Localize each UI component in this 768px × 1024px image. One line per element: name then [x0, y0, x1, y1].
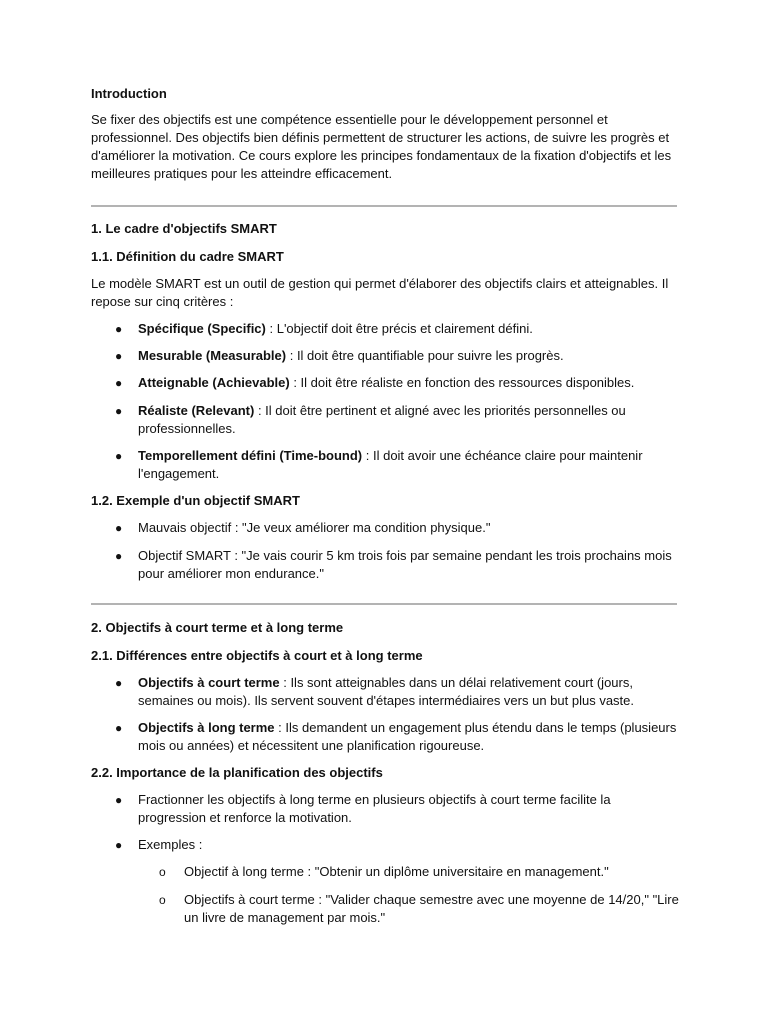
term-label: Objectifs à long terme [138, 720, 275, 735]
list-item [91, 374, 681, 392]
criterion-term: Atteignable (Achievable) [138, 375, 290, 390]
bullet-icon: ● [115, 376, 123, 390]
criterion-text: : Il doit être pertinent et aligné avec les priorités personnelles ou professionnelles. [138, 403, 626, 436]
planning-text: Fractionner les objectifs à long terme en plusieurs objectifs à court terme facilite la progression et renforce la motivation. [138, 792, 611, 825]
criterion-term: Temporellement défini (Time-bound) [138, 448, 363, 463]
term-label: Objectifs à court terme [138, 675, 280, 690]
list-item [91, 547, 681, 583]
list-item [91, 519, 681, 537]
criterion-text: : L'objectif doit être précis et clairement défini. [265, 321, 533, 336]
bullet-icon: ● [115, 549, 123, 563]
example-text: Objectifs à court terme : "Valider chaque semestre avec une moyenne de 14/20," "Lire un livre de management par mois." [184, 892, 679, 925]
section2-2-heading: 2.2. Importance de la planification des objectifs [91, 765, 383, 780]
intro-paragraph: Se fixer des objectifs est une compétence essentielle pour le développement personnel et professionnel. Des objectifs bien définis permettent de structurer les actions, de suivre les progrès et d'améliorer la motivation. Ce cours explore les principes fondamentaux de la fixation d'objectifs et les meilleures pratiques pour les atteindre efficacement. [91, 112, 672, 181]
bullet-icon: ● [115, 404, 123, 418]
bullet-icon: ● [115, 349, 123, 363]
section2-1-heading: 2.1. Différences entre objectifs à court et à long terme [91, 648, 423, 663]
section2-heading: 2. Objectifs à court terme et à long terme [91, 620, 344, 635]
example-text: Mauvais objectif : "Je veux améliorer ma condition physique." [138, 520, 491, 535]
criterion-text: : Il doit être quantifiable pour suivre les progrès. [286, 348, 564, 363]
list-item [91, 674, 681, 710]
bullet-icon: ● [115, 449, 123, 463]
example-text: Objectif SMART : "Je vais courir 5 km trois fois par semaine pendant les trois prochains mois pour améliorer mon endurance." [138, 548, 672, 581]
planning-text: Exemples : [138, 837, 203, 852]
list-item [91, 447, 681, 483]
bullet-icon: ● [115, 838, 123, 852]
section1-heading: 1. Le cadre d'objectifs SMART [91, 221, 277, 236]
section1-2-heading: 1.2. Exemple d'un objectif SMART [91, 493, 300, 508]
intro-heading: Introduction [91, 86, 167, 101]
circle-bullet-icon: o [159, 865, 166, 879]
criterion-term: Spécifique (Specific) [138, 321, 266, 336]
bullet-icon: ● [115, 521, 123, 535]
list-item [91, 320, 681, 338]
criterion-term: Réaliste (Relevant) [138, 403, 255, 418]
circle-bullet-icon: o [159, 893, 166, 907]
list-item [91, 347, 681, 365]
section-divider [91, 205, 677, 207]
section-divider [91, 603, 677, 605]
bullet-icon: ● [115, 793, 123, 807]
list-item [91, 402, 681, 438]
term-text: : Ils sont atteignables dans un délai relativement court (jours, semaines ou mois). Ils servent souvent d'étapes intermédiaires vers un but plus vaste. [138, 675, 634, 708]
term-text: : Ils demandent un engagement plus étendu dans le temps (plusieurs mois ou années) et nécessitent une planification rigoureuse. [138, 720, 677, 753]
list-item [91, 863, 681, 881]
bullet-icon: ● [115, 322, 123, 336]
criterion-text: : Il doit être réaliste en fonction des ressources disponibles. [289, 375, 635, 390]
criterion-text: : Il doit avoir une échéance claire pour maintenir l'engagement. [138, 448, 643, 481]
section1-1-paragraph: Le modèle SMART est un outil de gestion qui permet d'élaborer des objectifs clairs et atteignables. Il repose sur cinq critères : [91, 276, 669, 309]
section1-1-heading: 1.1. Définition du cadre SMART [91, 249, 284, 264]
list-item [91, 891, 681, 927]
list-item [91, 791, 681, 827]
bullet-icon: ● [115, 676, 123, 690]
list-item [91, 719, 681, 755]
example-text: Objectif à long terme : "Obtenir un diplôme universitaire en management." [184, 864, 609, 879]
criterion-term: Mesurable (Measurable) [138, 348, 287, 363]
list-item [91, 836, 681, 854]
bullet-icon: ● [115, 721, 123, 735]
